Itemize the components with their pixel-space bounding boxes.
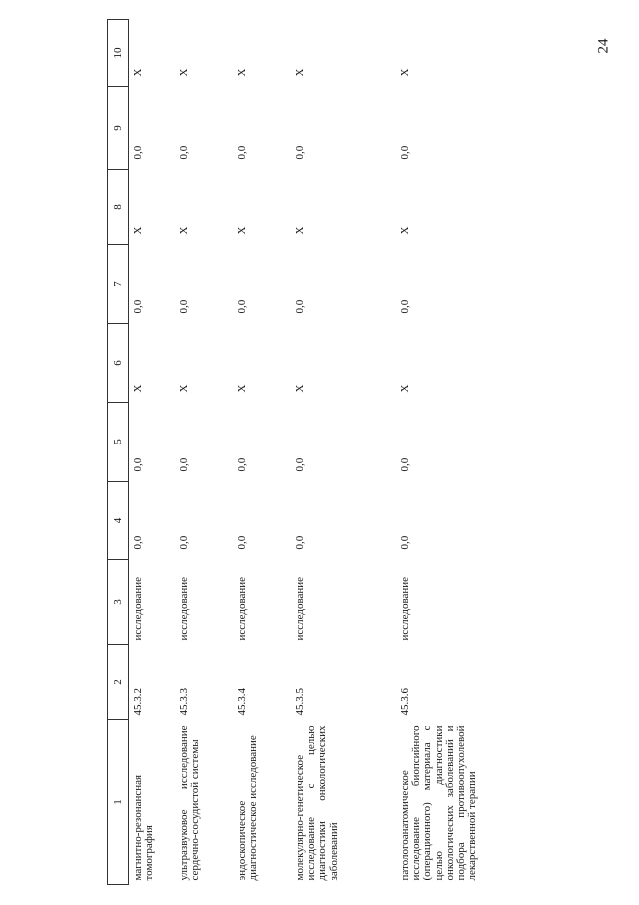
- value-cell: X: [132, 384, 144, 393]
- column-header: 3: [108, 560, 129, 645]
- unit-cell: исследование: [236, 576, 248, 641]
- service-code: 45.3.3: [178, 688, 190, 716]
- value-cell: 0,0: [294, 457, 306, 472]
- value-cell: 0,0: [399, 457, 411, 472]
- value-cell: 0,0: [178, 457, 190, 472]
- column-header: 4: [108, 482, 129, 560]
- column-header: 1: [108, 720, 129, 885]
- value-cell: X: [294, 68, 306, 77]
- value-cell: 0,0: [132, 535, 144, 550]
- table-row: [293, 20, 398, 885]
- table-row: [131, 20, 177, 885]
- service-code: 45.3.5: [294, 688, 306, 716]
- value-cell: 0,0: [178, 299, 190, 314]
- value-cell: X: [132, 226, 144, 235]
- service-name: ультразвуковое исследование сердечно-сосудистой системы: [178, 725, 202, 881]
- value-cell: X: [132, 68, 144, 77]
- table-row: [235, 20, 293, 885]
- value-cell: 0,0: [236, 457, 248, 472]
- table-row: [398, 20, 516, 885]
- value-cell: 0,0: [236, 145, 248, 160]
- value-cell: 0,0: [132, 145, 144, 160]
- page-number: 24: [595, 38, 612, 54]
- rotated-page-content: [107, 20, 585, 885]
- value-cell: 0,0: [178, 535, 190, 550]
- service-name: патологоанатомическое исследование биопсийного (операционного) материала с целью диагностики онкологических заболеваний и подбора противоопухолевой лекарственной терапии: [399, 725, 479, 881]
- column-header: 10: [108, 20, 129, 87]
- column-header: 7: [108, 245, 129, 324]
- value-cell: 0,0: [399, 535, 411, 550]
- service-code: 45.3.4: [236, 688, 248, 716]
- service-name: эндоскопическое диагностическое исследование: [236, 735, 260, 881]
- column-header: 6: [108, 324, 129, 403]
- value-cell: X: [294, 384, 306, 393]
- value-cell: 0,0: [399, 299, 411, 314]
- header-row: [108, 20, 129, 885]
- value-cell: 0,0: [294, 535, 306, 550]
- service-code: 45.3.2: [132, 688, 144, 716]
- column-header: 5: [108, 403, 129, 482]
- value-cell: X: [178, 384, 190, 393]
- value-cell: X: [236, 226, 248, 235]
- table-row: [177, 20, 235, 885]
- service-name: магнитно-резонансная томография: [132, 774, 156, 881]
- value-cell: X: [399, 384, 411, 393]
- unit-cell: исследование: [399, 576, 411, 641]
- value-cell: X: [399, 68, 411, 77]
- unit-cell: исследование: [294, 576, 306, 641]
- unit-cell: исследование: [178, 576, 190, 641]
- value-cell: 0,0: [132, 457, 144, 472]
- value-cell: X: [236, 384, 248, 393]
- service-name: молекулярно-генетическое исследование с целью диагностики онкологических заболеваний: [294, 725, 340, 881]
- value-cell: 0,0: [294, 299, 306, 314]
- unit-cell: исследование: [132, 576, 144, 641]
- value-cell: X: [178, 226, 190, 235]
- column-header: 8: [108, 170, 129, 245]
- value-cell: 0,0: [178, 145, 190, 160]
- value-cell: 0,0: [132, 299, 144, 314]
- column-header: 9: [108, 87, 129, 170]
- column-header: 2: [108, 645, 129, 720]
- services-table: [107, 19, 516, 885]
- value-cell: 0,0: [236, 299, 248, 314]
- value-cell: X: [236, 68, 248, 77]
- service-code: 45.3.6: [399, 688, 411, 716]
- value-cell: X: [399, 226, 411, 235]
- value-cell: 0,0: [399, 145, 411, 160]
- value-cell: 0,0: [294, 145, 306, 160]
- value-cell: X: [178, 68, 190, 77]
- value-cell: X: [294, 226, 306, 235]
- value-cell: 0,0: [236, 535, 248, 550]
